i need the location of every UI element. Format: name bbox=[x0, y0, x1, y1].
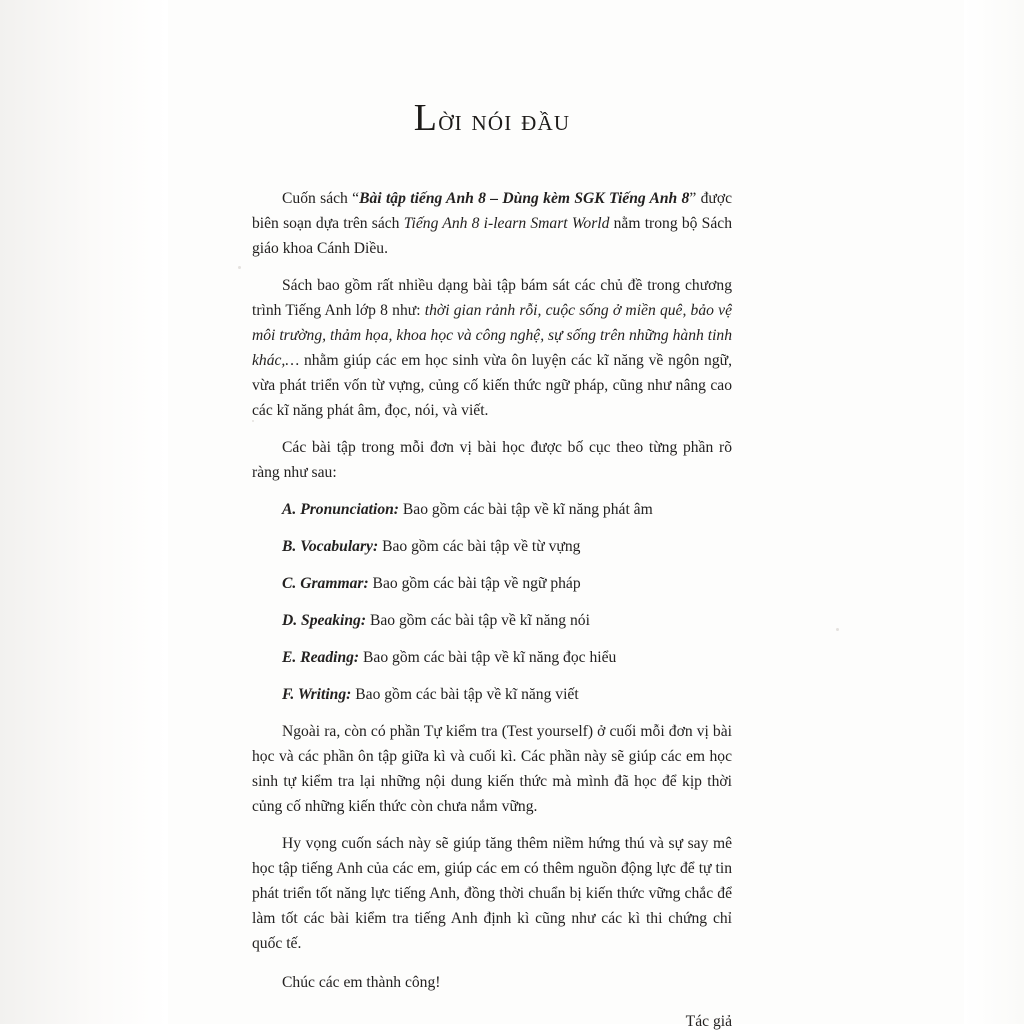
run-text: Cuốn sách “ bbox=[282, 190, 360, 207]
section-item-b bbox=[252, 534, 732, 559]
section-item-f bbox=[252, 682, 732, 707]
section-item-c bbox=[252, 571, 732, 596]
page-title bbox=[252, 96, 732, 140]
closing-line: Chúc các em thành công! bbox=[282, 974, 441, 991]
section-text: Bao gồm các bài tập về từ vựng bbox=[378, 538, 581, 555]
paragraph-4 bbox=[252, 719, 732, 819]
section-item-a bbox=[252, 497, 732, 522]
section-label: F. Writing: bbox=[282, 686, 352, 703]
run-text: Các bài tập trong mỗi đơn vị bài học được bố cục theo từng phần rõ ràng như sau: bbox=[252, 439, 732, 481]
section-item-e bbox=[252, 645, 732, 670]
section-text: Bao gồm các bài tập về kĩ năng viết bbox=[351, 686, 579, 703]
run-text: nhằm giúp các em học sinh vừa ôn luyện các kĩ năng về ngôn ngữ, vừa phát triển vốn từ vựng, củng cố kiến thức ngữ pháp, cũng như nâng cao các kĩ năng phát âm, đọc, nói, và viết. bbox=[252, 352, 732, 419]
run-text: Ngoài ra, còn có phần Tự kiểm tra (Test yourself) ở cuối mỗi đơn vị bài học và các phần ôn tập giữa kì và cuối kì. Các phần này sẽ giúp các em học sinh tự kiểm tra lại những nội dung kiến thức mà mình đã học để kịp thời củng cố những kiến thức còn chưa nắm vững. bbox=[252, 723, 732, 815]
section-text: Bao gồm các bài tập về kĩ năng phát âm bbox=[398, 501, 653, 518]
section-label: C. Grammar: bbox=[282, 575, 369, 592]
run-text: ” được biên soạn dựa trên sách bbox=[252, 190, 733, 232]
section-label: A. Pronunciation: bbox=[282, 501, 399, 518]
run-text: nằm trong bộ Sách giáo khoa Cánh Diều. bbox=[252, 215, 732, 257]
section-text: Bao gồm các bài tập về kĩ năng nói bbox=[366, 612, 590, 629]
page-right-shadow bbox=[964, 0, 1024, 1024]
run-text: Sách bao gồm rất nhiều dạng bài tập bám sát các chủ đề trong chương trình Tiếng Anh lớp 8 như: bbox=[252, 277, 732, 319]
run-book-title: Bài tập tiếng Anh 8 – Dùng kèm SGK Tiếng Anh 8 bbox=[359, 190, 690, 207]
paragraph-5 bbox=[252, 831, 732, 956]
run-topic-list: thời gian rảnh rỗi, cuộc sống ở miền quê, bảo vệ môi trường, thảm họa, khoa học và công nghệ, sự sống trên những hành tinh khác,… bbox=[252, 302, 732, 369]
run-text: Hy vọng cuốn sách này sẽ giúp tăng thêm niềm hứng thú và sự say mê học tập tiếng Anh của các em, giúp các em có thêm nguồn động lực để tự tin phát triển tốt năng lực tiếng Anh, đồng thời chuẩn bị kiến thức vững chắc để làm tốt các bài kiểm tra tiếng Anh định kì cũng như các kì thi chứng chỉ quốc tế. bbox=[252, 835, 732, 952]
paragraph-1 bbox=[252, 186, 732, 261]
run-source-title: Tiếng Anh 8 i-learn Smart World bbox=[403, 215, 610, 232]
section-item-d bbox=[252, 608, 732, 633]
section-label: B. Vocabulary: bbox=[282, 538, 379, 555]
paragraph-2 bbox=[252, 273, 732, 423]
section-label: D. Speaking: bbox=[282, 612, 367, 629]
signature-line: Tác giả bbox=[685, 1013, 732, 1030]
document-body bbox=[252, 96, 732, 1034]
section-text: Bao gồm các bài tập về ngữ pháp bbox=[368, 575, 581, 592]
section-label: E. Reading: bbox=[282, 649, 360, 666]
title-first-letter: L bbox=[413, 97, 439, 139]
paragraph-3 bbox=[252, 435, 732, 485]
page-left-shadow bbox=[0, 0, 168, 1024]
title-rest: ời nói đầu bbox=[438, 104, 571, 137]
section-text: Bao gồm các bài tập về kĩ năng đọc hiểu bbox=[359, 649, 617, 666]
